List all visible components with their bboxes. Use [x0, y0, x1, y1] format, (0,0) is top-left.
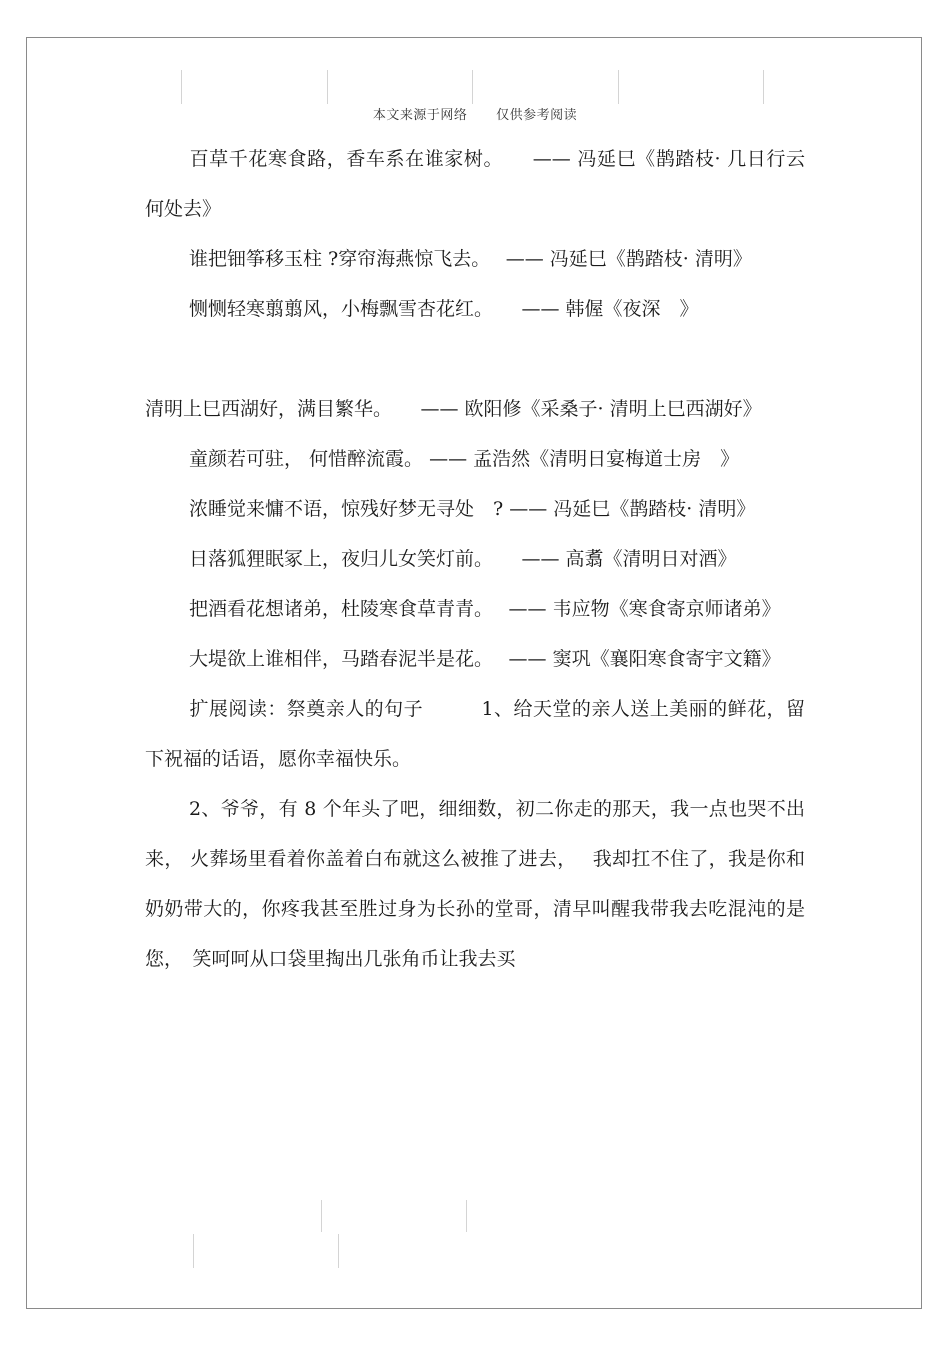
paragraph	[145, 234, 805, 284]
paragraph-text: 童颜若可驻， 何惜醉流霞。 —— 孟浩然《清明日宴梅道士房 》	[189, 448, 740, 470]
paragraph-text: 2、爷爷，有 8 个年头了吧，细细数，初二你走的那天，我一点也哭不出来， 火葬场里看着你盖着白布就这么被推了进去， 我却扛不住了，我是你和奶奶带大的，你疼我甚至胜过身为长孙的堂哥，清早叫醒我带我去吃混沌的是您， 笑呵呵从口袋里掏出几张角币让我去买	[145, 798, 805, 970]
top-tick-3	[472, 70, 473, 104]
bottom-tick-2	[466, 1200, 467, 1232]
paragraph	[145, 334, 805, 434]
paragraph	[145, 484, 805, 534]
source-note: 本文来源于网络	[372, 108, 468, 123]
paragraph	[145, 434, 805, 484]
top-tick-5	[763, 70, 764, 104]
paragraph	[145, 684, 805, 784]
paragraph-text: 谁把钿筝移玉柱 ?穿帘海燕惊飞去。 —— 冯延巳《鹊踏枝· 清明》	[189, 248, 752, 270]
paragraph-text: 恻恻轻寒翦翦风，小梅飘雪杏花红。 —— 韩偓《夜深 》	[189, 298, 699, 320]
bottom-tick-4	[338, 1234, 339, 1268]
paragraph	[145, 534, 805, 584]
paragraph-text: 扩展阅读：祭奠亲人的句子 1、给天堂的亲人送上美丽的鲜花，留下祝福的话语，愿你幸福快乐。	[145, 698, 805, 770]
top-tick-1	[181, 70, 182, 104]
paragraph	[145, 134, 805, 234]
paragraph-text: 百草千花寒食路，香车系在谁家树。 —— 冯延巳《鹊踏枝· 几日行云何处去》	[145, 148, 805, 220]
paragraph-text: 大堤欲上谁相伴，马踏春泥半是花。 —— 窦巩《襄阳寒食寄宇文籍》	[189, 648, 781, 670]
paragraph	[145, 634, 805, 684]
bottom-tick-3	[193, 1234, 194, 1268]
paragraph-text: 清明上巳西湖好，满目繁华。 —— 欧阳修《采桑子· 清明上巳西湖好》	[145, 398, 762, 420]
header-note	[0, 104, 950, 123]
paragraph	[145, 584, 805, 634]
paragraph-text: 把酒看花想诸弟，杜陵寒食草青青。 —— 韦应物《寒食寄京师诸弟》	[189, 598, 781, 620]
bottom-tick-1	[321, 1200, 322, 1232]
paragraph	[145, 784, 805, 984]
top-tick-2	[327, 70, 328, 104]
document-body	[145, 134, 805, 984]
top-tick-4	[618, 70, 619, 104]
paragraph-text: 日落狐狸眠冢上，夜归儿女笑灯前。 —— 高翥《清明日对酒》	[189, 548, 737, 570]
paragraph-text: 浓睡觉来慵不语，惊残好梦无寻处 ? —— 冯延巳《鹊踏枝· 清明》	[189, 498, 756, 520]
paragraph	[145, 284, 805, 334]
reference-note: 仅供参考阅读	[496, 108, 578, 123]
